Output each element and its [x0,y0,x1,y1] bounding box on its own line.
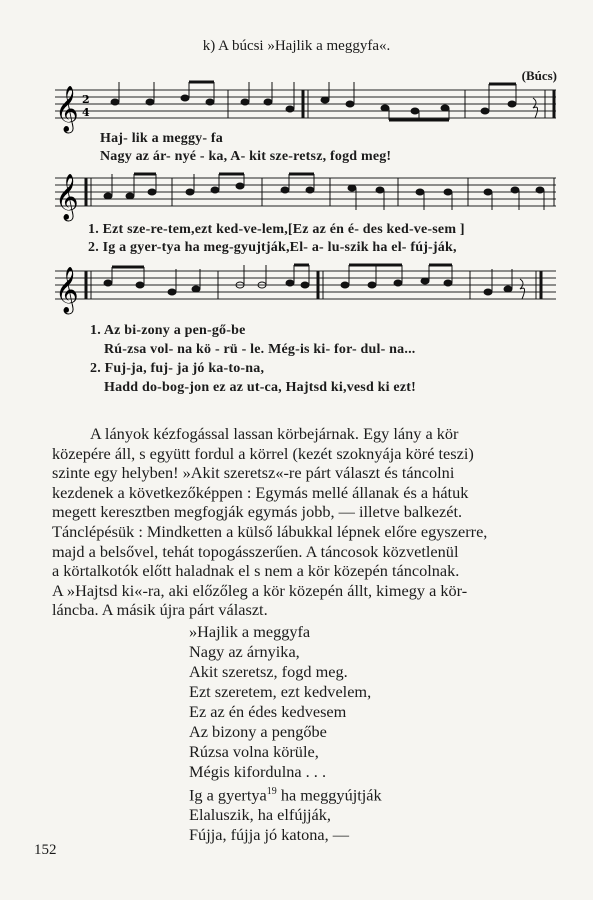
lyrics-line: 2. Fuj-ja, fuj- ja jó ka-to-na, [90,361,265,376]
poem-line-text: Ig a gyertya [189,785,267,805]
poem-line: Az bizony a pengőbe [189,722,327,741]
prose-line: A lányok kézfogással lassan körbejárnak. Egy lány a kör [90,424,459,443]
lyrics-line: 1. Ezt sze-re-tem,ezt ked-ve-lem,[Ez az én é- des ked-ve-sem ] [88,222,465,237]
treble-clef-icon: 𝄞 [55,174,79,220]
prose-line: majd a belsővel, tehát topogásszerűen. A táncosok közvetlenül [52,541,459,561]
svg-text:2: 2 [82,93,90,106]
poem-line: Nagy az árnyika, [189,642,300,661]
poem-line: Mégis kifordulna . . . [189,762,327,781]
poem-line: Ez az én édes kedvesem [189,702,347,721]
prose-line: Tánclépésük : Mindketten a külső lábukkal lépnek előre egyszerre, [52,521,488,541]
lyrics-line: Nagy az ár- nyé - ka, A- kit sze-retsz, fogd meg! [100,149,392,164]
prose-line: szinte egy helyben! »Akit szeretsz«-re párt választ és táncolni [52,463,455,483]
lyrics-line: 2. Ig a gyer-tya ha meg-gyujtják,El- a- lu-szik ha el- fúj-ják, [88,240,457,255]
footnote-marker: 19 [266,786,277,797]
lyrics-line: Rú-zsa vol- na kö - rü - le. Még-is ki- for- dul- na... [104,342,416,357]
prose-line: láncba. A másik újra párt választ. [52,600,268,620]
poem-line: Fújja, fújja jó katona, — [189,825,350,845]
music-staff-2 [0,166,593,222]
lyrics-line: 1. Az bi-zony a pen-gő-be [90,323,246,338]
prose-line: A »Hajtsd ki«-ra, aki előzőleg a kör közepén állt, kimegy a kör- [52,580,468,600]
lyrics-line: Haj- lik a meggy- fa [100,131,223,146]
poem-line: Elaluszik, ha elfújják, [189,805,331,825]
poem-line: Akit szeretsz, fogd meg. [189,662,348,681]
lyrics-line: Hadd do-bog-jon ez az ut-ca, Hajtsd ki,vesd ki ezt! [104,380,416,395]
poem-line: »Hajlik a meggyfa [189,622,311,641]
prose-line: kezdenek a következőképpen : Egymás mellé állanak és a hátuk [52,482,469,502]
dance-description [52,424,572,620]
poem-line: Ezt szeretem, ezt kedvelem, [189,682,372,701]
music-staff-1 [0,78,593,138]
page-number: 152 [34,842,57,858]
tempo-marking: (Búcs) [521,68,557,83]
svg-text:4: 4 [82,106,90,119]
poem-line-text: ha meggyújtják [276,785,382,805]
poem-line-footnoted [189,782,382,805]
music-staff-3 [0,259,593,319]
poem-line: Rúzsa volna körüle, [189,742,319,761]
treble-clef-icon: 𝄞 [55,267,79,313]
treble-clef-icon: 𝄞 [55,86,79,132]
prose-line: megett keresztben megfogják egymás jobb, — illetve balkezét. [52,502,463,522]
song-title: k) A búcsi »Hajlik a meggyfa«. [202,38,391,54]
prose-line: a körtalkotók előtt haladnak el s nem a kör közepén táncolnak. [52,561,460,581]
song-text-poem [189,622,382,845]
prose-line: közepére áll, s együtt fordul a körrel (kezét szoknyája köré teszi) [52,443,474,463]
